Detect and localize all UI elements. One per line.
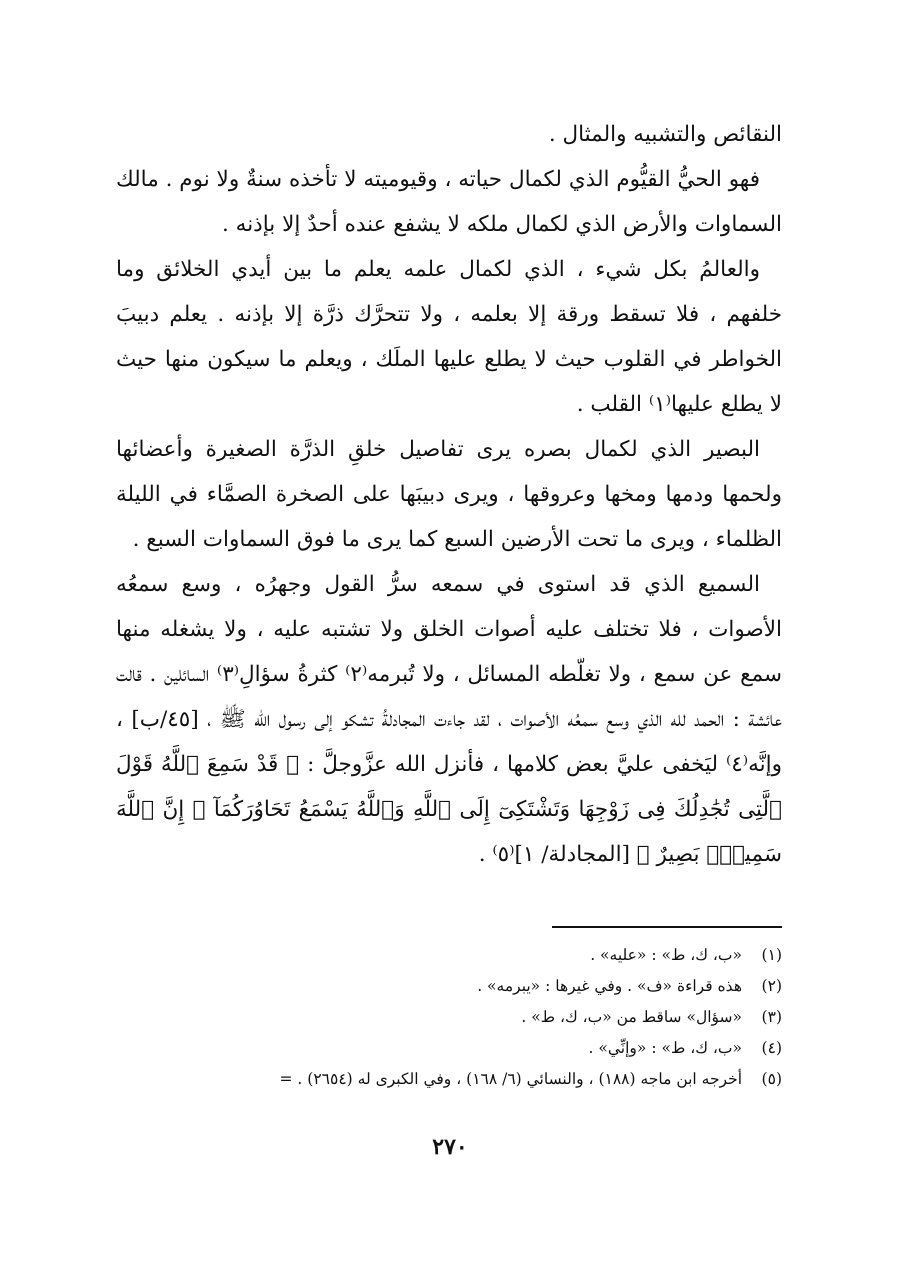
footnote-number: (٥) [761,1070,782,1088]
footnote-5 [116,1064,782,1095]
footnote-text: «سؤال» ساقط من «ب، ك، ط» . [521,1008,742,1026]
main-text [116,112,782,877]
footnote-text: هذه قراءة «ف» . وفي غيرها : «يبرمه» . [477,977,742,995]
paragraph-3: والعالمُ بكل شيء ، الذي لكمال علمه يعلم ما بين أيدي الخلائق وما خلفهم ، فلا تسقط ورقة إلا بعلمه ، ولا تتحرَّك ذرَّة إلا بإذنه . يعلم دبيبَ الخواطر في القلوب حيث لا يطلع عليها الملَك ، ويعلم ما سيكون منها حيث لا يطلع عليها⁽١⁾ القلب . [116,257,782,417]
footnote-3 [116,1002,782,1033]
footnote-number: (١) [761,946,782,964]
paragraph-5: السميع الذي قد استوى في سمعه سرُّ القول وجهرُه ، وسع سمعُه الأصوات ، فلا تختلف عليه أصوات الخلق ولا تشتبه عليه ، ولا يشغله منها سمع عن سمع ، ولا تغلّطه المسائل ، ولا تُبرمه⁽٢⁾ كثرةُ سؤالِ⁽٣⁾ السائلين . قالت عائشة : الحمد لله الذي وسع سمعُه الأصوات ، لقد جاءت المجادلةُ تشكو إلى رسول الله ﷺ ، [٤٥/ب] ، وإنَّه⁽٤⁾ ليَخفى عليَّ بعض كلامها ، فأنزل الله عزَّوجلَّ : ﴿ قَدْ سَمِعَ ٱللَّهُ قَوْلَ ٱلَّتِى تُجَٰدِلُكَ فِى زَوْجِهَا وَتَشْتَكِىٓ إِلَى ٱللَّهِ وَٱللَّهُ يَسْمَعُ تَحَاوُرَكُمَآ ۚ إِنَّ ٱللَّهَ سَمِيعٌۢ بَصِيرٌ ﴾ [المجادلة/ ١]⁽٥⁾ . [116,572,783,867]
footnote-number: (٢) [761,977,782,995]
footnote-text: أخرجه ابن ماجه (١٨٨) ، والنسائي (٦/ ١٦٨) ، وفي الكبرى له (٢٦٥٤) . = [279,1070,742,1088]
footnote-text: «ب، ك، ط» : «وإنِّي» . [588,1039,742,1057]
footnote-separator [552,926,782,928]
page-number: ٢٧٠ [432,1134,468,1160]
footnotes [116,926,782,1095]
footnote-text: «ب، ك، ط» : «عليه» . [590,946,742,964]
paragraph-1: النقائص والتشبيه والمثال . [548,122,782,147]
footnote-1 [116,940,782,971]
paragraph-4: البصير الذي لكمال بصره يرى تفاصيل خلقِ الذرَّة الصغيرة وأعضائها ولحمها ودمها ومخها وعروقها ، ويرى دبيبَها على الصخرة الصمَّاء في الليلة الظلماء ، ويرى ما تحت الأرضين السبع كما يرى ما فوق السماوات السبع . [116,437,782,552]
footnote-number: (٣) [761,1008,782,1026]
footnote-number: (٤) [761,1039,782,1057]
page-body [116,112,782,877]
footnote-2 [116,971,782,1002]
paragraph-2: فهو الحيُّ القيُّوم الذي لكمال حياته ، وقيوميته لا تأخذه سنةٌ ولا نوم . مالك السماوات والأرض الذي لكمال ملكه لا يشفع عنده أحدٌ إلا بإذنه . [116,167,782,237]
footnote-4 [116,1033,782,1064]
